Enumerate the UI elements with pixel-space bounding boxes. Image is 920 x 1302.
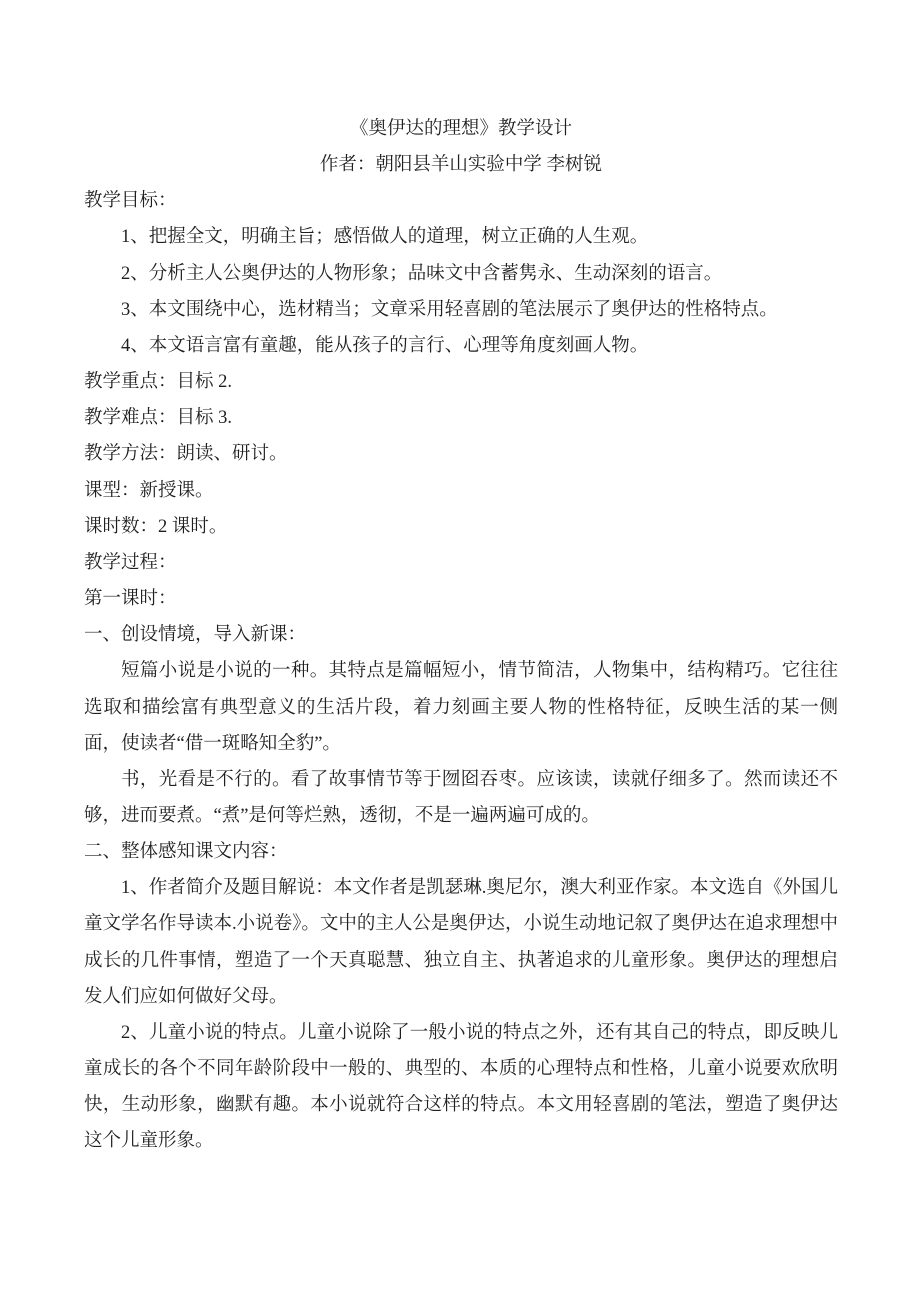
- teaching-difficulty: 教学难点：目标 3.: [84, 408, 233, 429]
- document-content: [84, 111, 838, 1160]
- teaching-key-point: 教学重点：目标 2.: [84, 372, 233, 393]
- author-byline: 作者：朝阳县羊山实验中学 李树锐: [319, 155, 603, 176]
- page-title: 《奥伊达的理想》教学设计: [349, 119, 572, 139]
- goal-item-4: 4、本文语言富有童趣，能从孩子的言行、心理等角度刻画人物。: [121, 335, 649, 356]
- heading-first-lesson: 第一课时：: [84, 589, 177, 610]
- goal-item-1: 1、把握全文，明确主旨；感悟做人的道理，树立正确的人生观。: [121, 227, 649, 248]
- children-novel-paragraph: 2、儿童小说的特点。儿童小说除了一般小说的特点之外，还有其自己的特点，即反映儿童成长的各个不同年龄阶段中一般的、典型的、本质的心理特点和性格，儿童小说要欢欣明快，生动形象，幽默有趣。本小说就符合这样的特点。本文用轻喜剧的笔法，塑造了奥伊达这个儿童形象。: [84, 1022, 838, 1152]
- lesson-hours: 课时数：2 课时。: [84, 516, 228, 537]
- heading-teaching-goals: 教学目标：: [84, 191, 177, 212]
- heading-teaching-process: 教学过程：: [84, 552, 177, 573]
- author-intro-paragraph: 1、作者简介及题目解说：本文作者是凯瑟琳.奥尼尔，澳大利亚作家。本文选自《外国儿童文学名作导读本.小说卷》。文中的主人公是奥伊达，小说生动地记叙了奥伊达在追求理想中成长的几件事情，塑造了一个天真聪慧、独立自主、执著追求的儿童形象。奥伊达的理想启发人们应如何做好父母。: [84, 878, 838, 1007]
- heading-section-2: 二、整体感知课文内容：: [84, 842, 288, 863]
- goal-item-3: 3、本文围绕中心，选材精当；文章采用轻喜剧的笔法展示了奥伊达的性格特点。: [121, 299, 778, 320]
- goal-item-2: 2、分析主人公奥伊达的人物形象；品味文中含蓄隽永、生动深刻的语言。: [121, 263, 723, 284]
- heading-section-1: 一、创设情境，导入新课：: [84, 625, 307, 646]
- teaching-method: 教学方法：朗读、研讨。: [84, 444, 288, 465]
- intro-paragraph-reading: 书，光看是不行的。看了故事情节等于囫囵吞枣。应该读，读就仔细多了。然而读还不够，进而要煮。“煮”是何等烂熟，透彻，不是一遍两遍可成的。: [84, 769, 838, 826]
- lesson-type: 课型：新授课。: [84, 480, 214, 501]
- intro-paragraph-short-story: 短篇小说是小说的一种。其特点是篇幅短小，情节简洁，人物集中，结构精巧。它往往选取和描绘富有典型意义的生活片段，着力刻画主要人物的性格特征，反映生活的某一侧面，使读者“借一斑略知全豹”。: [84, 661, 838, 754]
